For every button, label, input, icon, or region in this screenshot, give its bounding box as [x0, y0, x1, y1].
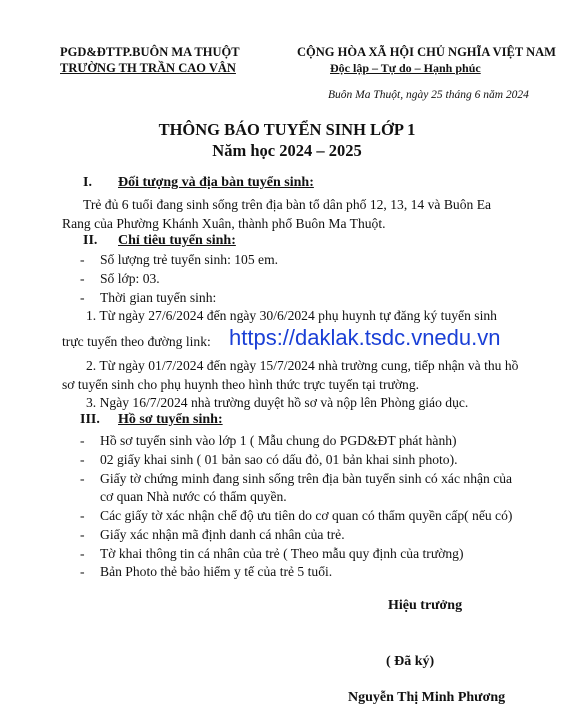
bullet-dash: -	[80, 471, 85, 486]
bullet-dash: -	[80, 452, 85, 467]
bullet-dash: -	[80, 527, 85, 542]
list-item	[80, 451, 458, 468]
step-1-line2: trực tuyến theo đường link:	[62, 334, 211, 349]
bullet-dash: -	[80, 271, 85, 286]
doc-item-7: Bản Photo thẻ bảo hiểm y tế của trẻ 5 tuổi.	[100, 564, 333, 579]
doc-item-2: 02 giấy khai sinh ( 01 bản sao có dấu đỏ, 01 bản khai sinh photo).	[100, 452, 458, 467]
list-item	[80, 526, 345, 543]
section-1-text-line1: Trẻ đủ 6 tuổi đang sinh sống trên địa bàn tổ dân phố 12, 13, 14 và Buôn Ea	[83, 197, 492, 212]
doc-item-4: Các giấy tờ xác nhận chế độ ưu tiên do cơ quan có thẩm quyền cấp( nếu có)	[100, 508, 513, 523]
list-item	[80, 470, 512, 487]
signature-role: Hiệu trưởng	[388, 598, 463, 613]
doc-item-5: Giấy xác nhận mã định danh cá nhân của trẻ.	[100, 527, 345, 542]
bullet-dash: -	[80, 252, 85, 267]
list-item	[80, 545, 464, 562]
national-motto: Độc lập – Tự do – Hạnh phúc	[330, 61, 481, 75]
doc-item-1: Hồ sơ tuyển sinh vào lớp 1 ( Mẫu chung do PGD&ĐT phát hành)	[100, 433, 457, 448]
bullet-dash: -	[80, 564, 85, 579]
section-3-heading: Hồ sơ tuyển sinh:	[118, 412, 223, 427]
doc-item-6: Tờ khai thông tin cá nhân của trẻ ( Theo mẫu quy định của trường)	[100, 546, 464, 561]
bullet-dash: -	[80, 546, 85, 561]
quota-text: Số lượng trẻ tuyển sinh: 105 em.	[100, 252, 279, 267]
signature-status: ( Đã ký)	[386, 654, 435, 669]
date-line: Buôn Ma Thuột, ngày 25 tháng 6 năm 2024	[328, 89, 529, 101]
step-2-line2: sơ tuyển sinh cho phụ huynh theo hình thức trực tuyến tại trường.	[62, 377, 420, 392]
step-3: 3. Ngày 16/7/2024 nhà trường duyệt hồ sơ và nộp lên Phòng giáo dục.	[86, 395, 469, 410]
bullet-dash: -	[80, 290, 85, 305]
step-2-line1: 2. Từ ngày 01/7/2024 đến ngày 15/7/2024 nhà trường cung, tiếp nhận và thu hồ	[86, 358, 519, 373]
list-item	[80, 289, 216, 306]
section-2-number: II.	[83, 233, 98, 248]
agency-name: PGD&ĐTTP.BUÔN MA THUỘT	[60, 45, 240, 59]
list-item	[80, 270, 160, 287]
section-1-heading: Đối tượng và địa bàn tuyển sinh:	[118, 175, 314, 190]
section-3-number: III.	[80, 412, 100, 427]
section-1-number: I.	[83, 175, 92, 190]
class-count-text: Số lớp: 03.	[100, 271, 160, 286]
doc-item-3-line1: Giấy tờ chứng minh đang sinh sống trên địa bàn tuyển sinh có xác nhận của	[100, 471, 513, 486]
national-title: CỘNG HÒA XÃ HỘI CHỦ NGHĨA VIỆT NAM	[297, 45, 556, 59]
list-item	[80, 563, 332, 580]
registration-link[interactable]: https://daklak.tsdc.vnedu.vn	[229, 325, 501, 350]
signer-name: Nguyễn Thị Minh Phương	[348, 690, 506, 705]
list-item	[80, 507, 512, 524]
step-1-line1: 1. Từ ngày 27/6/2024 đến ngày 30/6/2024 phụ huynh tự đăng ký tuyển sinh	[86, 308, 497, 323]
school-name: TRƯỜNG TH TRẦN CAO VÂN	[60, 61, 236, 75]
bullet-dash: -	[80, 433, 85, 448]
document-title: THÔNG BÁO TUYỂN SINH LỚP 1	[158, 120, 416, 139]
doc-item-3-line2: cơ quan Nhà nước có thẩm quyền.	[100, 489, 287, 504]
section-2-heading: Chỉ tiêu tuyển sinh:	[118, 233, 236, 248]
list-item	[80, 432, 457, 449]
section-1-text-line2: Rang của Phường Khánh Xuân, thành phố Buôn Ma Thuột.	[62, 216, 386, 231]
list-item	[80, 251, 278, 268]
period-text: Thời gian tuyển sinh:	[100, 290, 217, 305]
bullet-dash: -	[80, 508, 85, 523]
document-subtitle: Năm học 2024 – 2025	[212, 141, 362, 160]
